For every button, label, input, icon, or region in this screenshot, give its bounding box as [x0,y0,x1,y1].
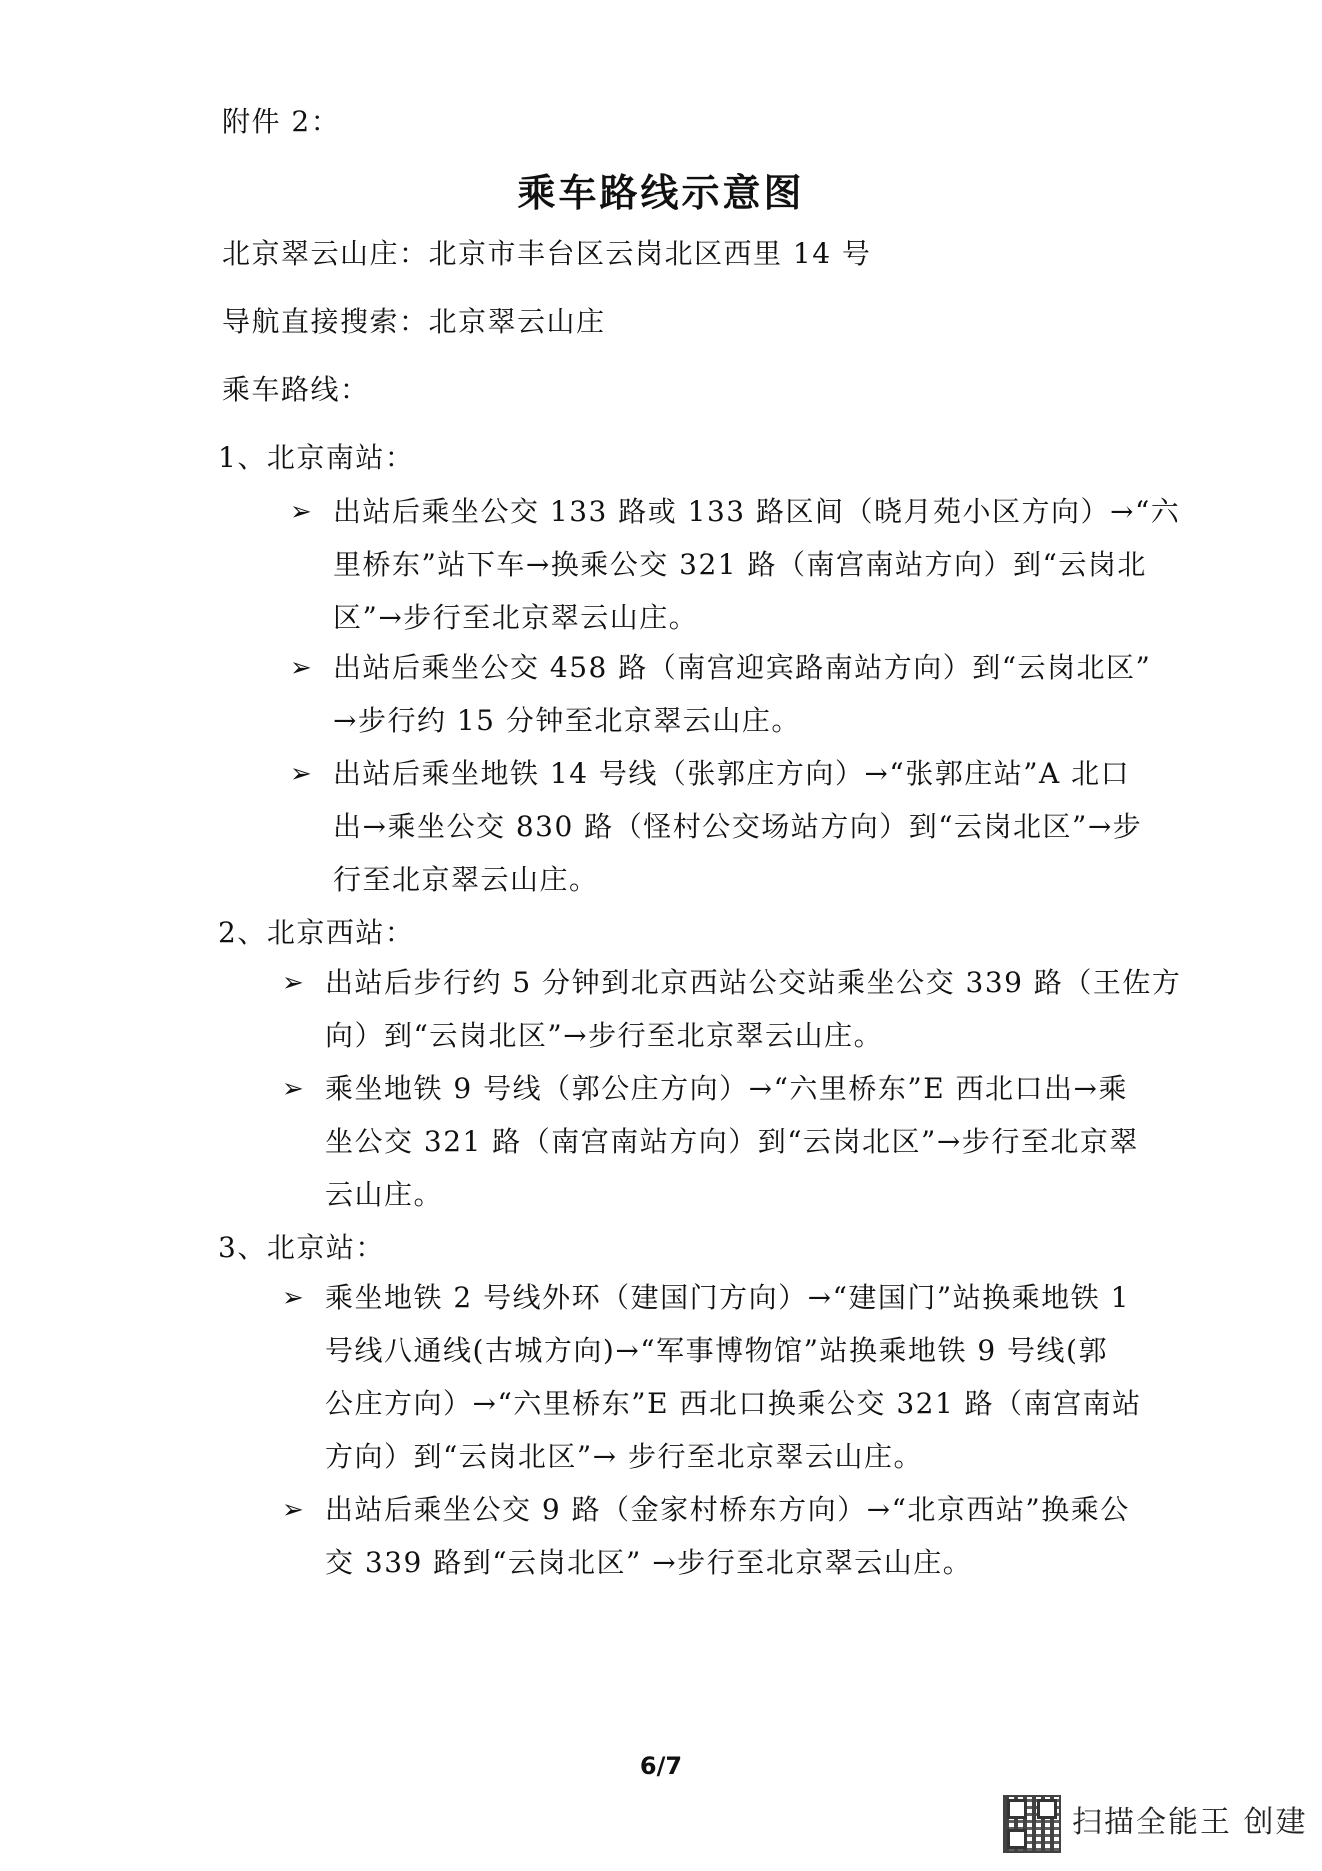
route-line: 向）到“云岗北区”→步行至北京翠云山庄。 [325,1019,884,1052]
route-line: 出站后乘坐公交 9 路（金家村桥东方向）→“北京西站”换乘公 [325,1493,1130,1526]
bullet-arrow-icon: ➢ [290,653,312,683]
route-line: 里桥东”站下车→换乘公交 321 路（南宫南站方向）到“云岗北 [333,548,1147,581]
bullet-arrow-icon: ➢ [290,759,312,789]
route-line: 出站后乘坐公交 458 路（南宫迎宾路南站方向）到“云岗北区” [333,651,1152,684]
route-line: 行至北京翠云山庄。 [333,863,599,896]
qr-code-icon [1003,1795,1061,1853]
bullet-arrow-icon: ➢ [282,968,304,998]
route-line: 方向）到“云岗北区”→ 步行至北京翠云山庄。 [325,1440,923,1473]
section-heading: 1、北京南站： [218,441,415,474]
section-heading: 3、北京站： [218,1231,385,1264]
routes-label: 乘车路线： [222,373,370,406]
attachment-label: 附件 2： [222,105,341,138]
route-line: 云山庄。 [325,1178,444,1211]
route-line: 出站后乘坐地铁 14 号线（张郭庄方向）→“张郭庄站”A 北口 [333,757,1131,790]
page-title: 乘车路线示意图 [517,171,805,215]
route-line: →步行约 15 分钟至北京翠云山庄。 [333,704,801,737]
route-line: 乘坐地铁 9 号线（郭公庄方向）→“六里桥东”E 西北口出→乘 [325,1072,1129,1105]
navigation-line: 导航直接搜索：北京翠云山庄 [222,305,606,338]
address-line: 北京翠云山庄：北京市丰台区云岗北区西里 14 号 [222,237,872,270]
route-line: 乘坐地铁 2 号线外环（建国门方向）→“建国门”站换乘地铁 1 [325,1281,1130,1314]
route-line: 出站后步行约 5 分钟到北京西站公交站乘坐公交 339 路（王佐方 [325,966,1182,999]
route-line: 号线八通线(古城方向)→“军事博物馆”站换乘地铁 9 号线(郭 [325,1334,1108,1367]
route-line: 公庄方向）→“六里桥东”E 西北口换乘公交 321 路（南宫南站 [325,1387,1142,1420]
section-heading: 2、北京西站： [218,916,415,949]
route-line: 坐公交 321 路（南宫南站方向）到“云岗北区”→步行至北京翠 [325,1125,1139,1158]
bullet-arrow-icon: ➢ [282,1074,304,1104]
bullet-arrow-icon: ➢ [290,497,312,527]
scanner-watermark: 扫描全能王 创建 [1072,1805,1308,1840]
bullet-arrow-icon: ➢ [282,1283,304,1313]
route-line: 出→乘坐公交 830 路（怪村公交场站方向）到“云岗北区”→步 [333,810,1143,843]
route-line: 交 339 路到“云岗北区” →步行至北京翠云山庄。 [325,1546,973,1579]
bullet-arrow-icon: ➢ [282,1495,304,1525]
route-line: 出站后乘坐公交 133 路或 133 路区间（晓月苑小区方向）→“六 [333,495,1181,528]
page-number: 6/7 [639,1752,683,1780]
route-line: 区”→步行至北京翠云山庄。 [333,601,699,634]
